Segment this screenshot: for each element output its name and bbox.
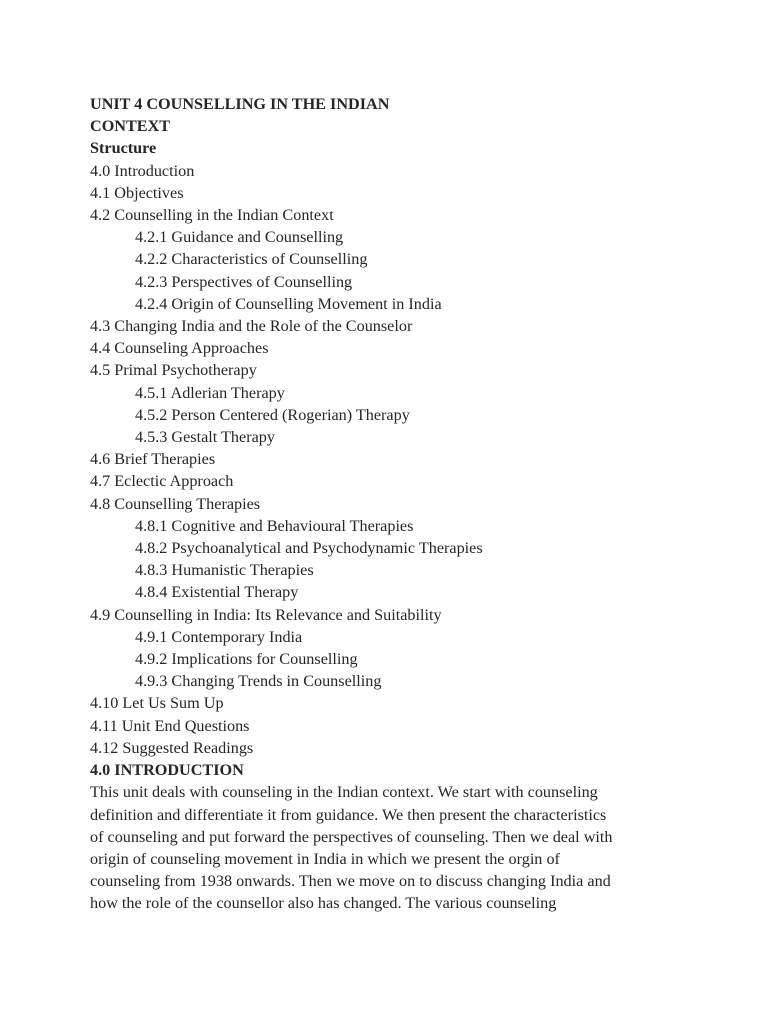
toc-subitem: 4.9.3 Changing Trends in Counselling (135, 672, 382, 691)
table-of-contents (90, 160, 690, 759)
toc-subitem: 4.2.1 Guidance and Counselling (135, 228, 344, 247)
toc-subitem: 4.8.3 Humanistic Therapies (135, 561, 314, 580)
paragraph-line: origin of counseling movement in India in which we present the orgin of (90, 849, 560, 868)
document-page (90, 93, 690, 915)
toc-item: 4.5 Primal Psychotherapy (90, 361, 257, 380)
toc-item: 4.12 Suggested Readings (90, 738, 254, 757)
unit-title-line: UNIT 4 COUNSELLING IN THE INDIAN (90, 95, 390, 113)
unit-title (90, 93, 690, 137)
introduction-paragraph (90, 781, 665, 914)
paragraph-line: of counseling and put forward the perspectives of counseling. Then we deal with (90, 827, 613, 846)
toc-item: 4.3 Changing India and the Role of the Counselor (90, 317, 413, 336)
toc-item: 4.0 Introduction (90, 161, 195, 180)
toc-subitem: 4.8.2 Psychoanalytical and Psychodynamic Therapies (135, 539, 483, 558)
toc-item: 4.11 Unit End Questions (90, 716, 250, 735)
toc-item: 4.1 Objectives (90, 183, 184, 202)
toc-item: 4.4 Counseling Approaches (90, 339, 269, 358)
toc-item: 4.7 Eclectic Approach (90, 472, 234, 491)
toc-subitem: 4.8.4 Existential Therapy (135, 583, 299, 602)
toc-subitem: 4.8.1 Cognitive and Behavioural Therapies (135, 516, 414, 535)
toc-subitem: 4.9.1 Contemporary India (135, 627, 303, 646)
toc-subitem: 4.2.4 Origin of Counselling Movement in India (135, 294, 442, 313)
toc-subitem: 4.5.3 Gestalt Therapy (135, 428, 275, 447)
paragraph-line: definition and differentiate it from guidance. We then present the characteristics (90, 805, 607, 824)
toc-subitem: 4.9.2 Implications for Counselling (135, 650, 358, 669)
paragraph-line: This unit deals with counseling in the Indian context. We start with counseling (90, 783, 598, 802)
toc-item: 4.8 Counselling Therapies (90, 494, 261, 513)
toc-item: 4.10 Let Us Sum Up (90, 694, 224, 713)
toc-subitem: 4.2.3 Perspectives of Counselling (135, 272, 353, 291)
paragraph-line: how the role of the counsellor also has changed. The various counseling (90, 894, 557, 913)
introduction-heading: 4.0 INTRODUCTION (90, 761, 244, 780)
toc-subitem: 4.2.2 Characteristics of Counselling (135, 250, 368, 269)
toc-item: 4.9 Counselling in India: Its Relevance and Suitability (90, 605, 442, 624)
structure-heading: Structure (90, 139, 157, 158)
toc-item: 4.2 Counselling in the Indian Context (90, 206, 334, 225)
toc-subitem: 4.5.1 Adlerian Therapy (135, 383, 285, 402)
unit-title-line: CONTEXT (90, 117, 171, 136)
toc-item: 4.6 Brief Therapies (90, 450, 216, 469)
toc-subitem: 4.5.2 Person Centered (Rogerian) Therapy (135, 405, 410, 424)
paragraph-line: counseling from 1938 onwards. Then we move on to discuss changing India and (90, 872, 611, 891)
